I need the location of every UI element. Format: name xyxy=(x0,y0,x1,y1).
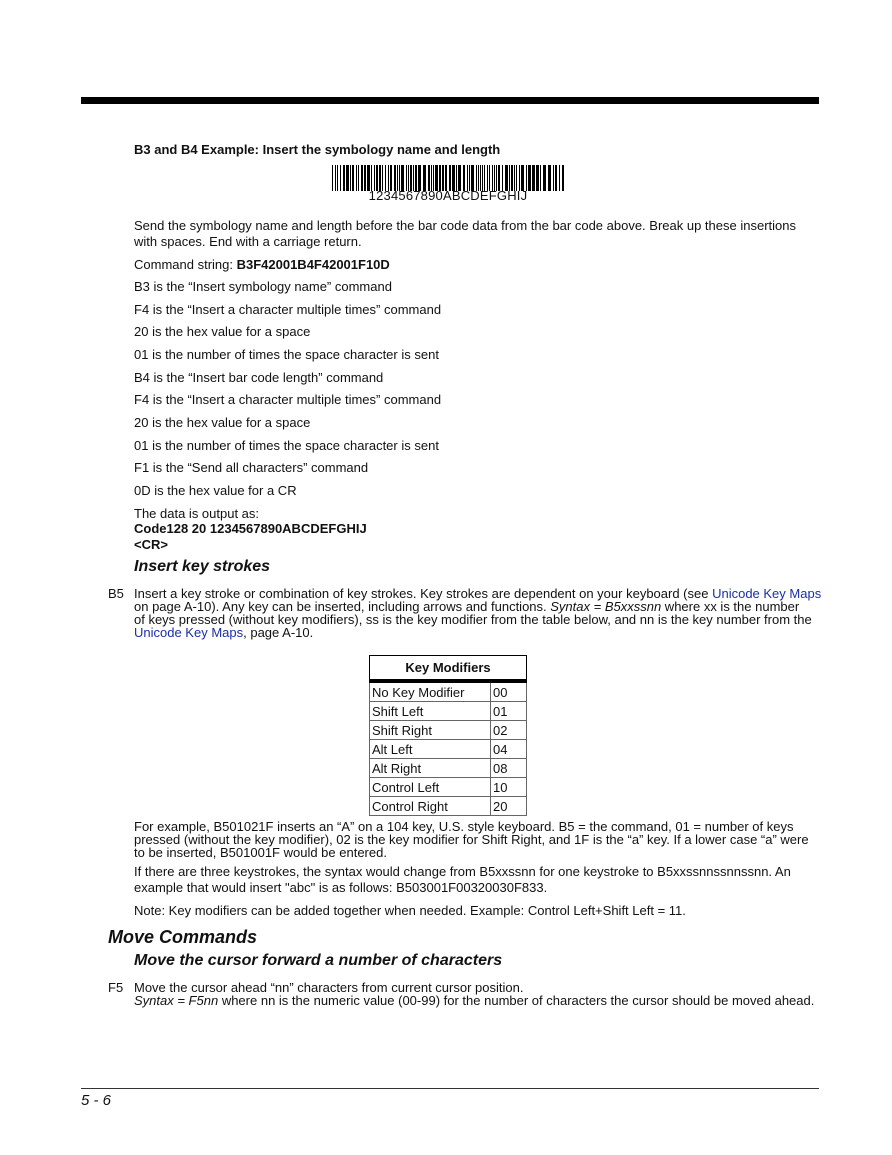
b5-text: Insert a key stroke or combination of key strokes. Key strokes are dependent on your keyboard (see xyxy=(134,586,713,601)
modifier-name: Control Right xyxy=(370,797,491,816)
f5-line-1: Move the cursor ahead “nn” characters from current cursor position. xyxy=(134,980,524,995)
b5-text: where xx is the number xyxy=(661,599,800,614)
table-row xyxy=(370,778,527,797)
f5-syntax: Syntax = F5nn xyxy=(134,993,219,1008)
modifier-name: Control Left xyxy=(370,778,491,797)
step-line: 20 is the hex value for a space xyxy=(134,415,311,430)
table-row xyxy=(370,721,527,740)
step-line: B4 is the “Insert bar code length” command xyxy=(134,370,384,385)
send-paragraph-line-2: with spaces. End with a carriage return. xyxy=(134,234,362,249)
f5-text: where nn is the numeric value (00-99) for the number of characters the cursor should be moved ahead. xyxy=(218,993,815,1008)
step-line: 0D is the hex value for a CR xyxy=(134,483,297,498)
table-row xyxy=(370,740,527,759)
example-heading: B3 and B4 Example: Insert the symbology name and length xyxy=(134,142,501,157)
command-label: Command string: xyxy=(134,257,237,272)
example-paragraph-line-3: to be inserted, B501001F would be entered. xyxy=(134,845,387,860)
f5-tag: F5 xyxy=(108,980,124,995)
output-label: The data is output as: xyxy=(134,506,260,521)
b5-syntax: Syntax = B5xxssnn xyxy=(550,599,662,614)
modifier-value: 01 xyxy=(491,702,527,721)
example-paragraph-line-2: pressed (without the key modifier), 02 is the key modifier for Shift Right, and 1F is the “a” key. If a lower case “a” were xyxy=(134,832,809,847)
move-cursor-heading: Move the cursor forward a number of characters xyxy=(134,952,503,969)
b5-paragraph-line-4 xyxy=(134,625,313,640)
key-modifiers-header: Key Modifiers xyxy=(370,656,527,682)
modifier-name: No Key Modifier xyxy=(370,681,491,702)
unicode-key-maps-link[interactable]: Unicode Key Maps xyxy=(712,586,822,601)
b5-paragraph-line-3: of keys pressed (without key modifiers), ss is the key modifier from the table below, and nn is the key number from the xyxy=(134,612,812,627)
step-line: F4 is the “Insert a character multiple times” command xyxy=(134,392,442,407)
b5-tag: B5 xyxy=(108,586,124,601)
b5-text: , page A-10. xyxy=(243,625,314,640)
modifier-value: 10 xyxy=(491,778,527,797)
insert-key-strokes-heading: Insert key strokes xyxy=(134,558,271,575)
modifier-value: 00 xyxy=(491,681,527,702)
table-row xyxy=(370,797,527,816)
modifier-value: 08 xyxy=(491,759,527,778)
three-keystrokes-line-1: If there are three keystrokes, the syntax would change from B5xxssnn for one keystroke to B5xxssnnssnnssnn. An xyxy=(134,864,791,879)
modifier-value: 20 xyxy=(491,797,527,816)
step-line: 20 is the hex value for a space xyxy=(134,324,311,339)
three-keystrokes-line-2: example that would insert "abc" is as follows: B503001F00320030F833. xyxy=(134,880,548,895)
modifier-value: 02 xyxy=(491,721,527,740)
note-text: Note: Key modifiers can be added together when needed. Example: Control Left+Shift Left = 11. xyxy=(134,903,686,918)
table-row xyxy=(370,681,527,702)
command-value: B3F42001B4F42001F10D xyxy=(236,257,390,272)
move-commands-heading: Move Commands xyxy=(108,927,258,947)
step-line: 01 is the number of times the space character is sent xyxy=(134,438,439,453)
f5-line-2 xyxy=(134,993,814,1008)
step-line: F4 is the “Insert a character multiple times” command xyxy=(134,302,442,317)
modifier-value: 04 xyxy=(491,740,527,759)
step-line: F1 is the “Send all characters” command xyxy=(134,460,369,475)
modifier-name: Shift Right xyxy=(370,721,491,740)
output-line-2: <CR> xyxy=(134,537,168,552)
modifier-name: Shift Left xyxy=(370,702,491,721)
output-line-1: Code128 20 1234567890ABCDEFGHIJ xyxy=(134,521,367,536)
example-paragraph-line-1: For example, B501021F inserts an “A” on a 104 key, U.S. style keyboard. B5 = the command, 01 = number of keys xyxy=(134,819,794,834)
modifier-name: Alt Left xyxy=(370,740,491,759)
modifier-name: Alt Right xyxy=(370,759,491,778)
page-number: 5 - 6 xyxy=(81,1092,112,1109)
step-line: B3 is the “Insert symbology name” command xyxy=(134,279,392,294)
key-modifiers-table xyxy=(369,655,527,816)
b5-text: on page A-10). Any key can be inserted, including arrows and functions. xyxy=(134,599,551,614)
header-rule xyxy=(81,97,819,104)
footer-rule xyxy=(81,1088,819,1089)
send-paragraph-line-1: Send the symbology name and length before the bar code data from the bar code above. Break up these insertions xyxy=(134,218,796,233)
table-row xyxy=(370,702,527,721)
unicode-key-maps-link[interactable]: Unicode Key Maps xyxy=(134,625,244,640)
step-line: 01 is the number of times the space character is sent xyxy=(134,347,439,362)
barcode-text: 1234567890ABCDEFGHIJ xyxy=(368,188,528,203)
command-string xyxy=(134,257,390,272)
table-row xyxy=(370,759,527,778)
